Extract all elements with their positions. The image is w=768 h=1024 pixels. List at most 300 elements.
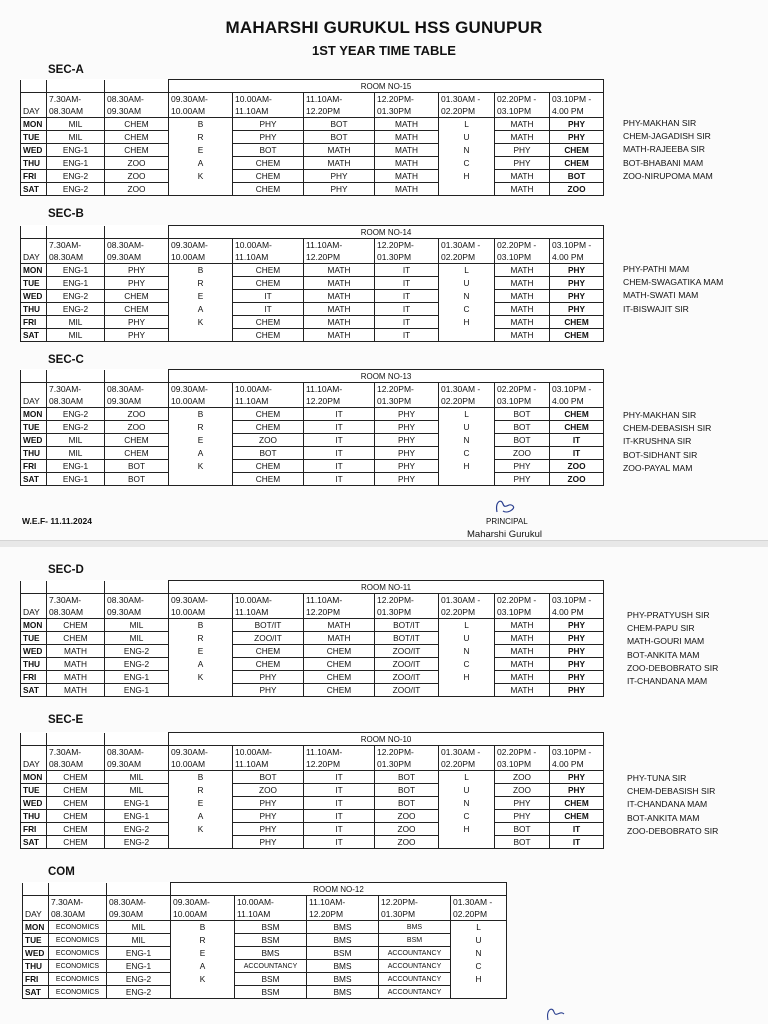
principal-signature [483, 496, 523, 518]
day-label: MON [21, 408, 47, 421]
time-slot-end: 11.10AM [235, 908, 307, 921]
subject-cell: MATH [495, 183, 550, 196]
timetable-com [22, 882, 507, 999]
subject-cell: ENG-2 [47, 421, 105, 434]
subject-cell: MATH [495, 303, 550, 316]
day-row [21, 460, 604, 473]
school-title: MAHARSHI GURUKUL HSS GUNUPUR [225, 18, 543, 37]
break-letter: B [169, 118, 233, 131]
subject-cell: IT [550, 447, 604, 460]
lunch-letter: H [439, 170, 495, 183]
lunch-letter: C [439, 810, 495, 823]
lunch-letter: L [451, 921, 507, 934]
subject-cell: PHY [550, 684, 604, 697]
page-signature [542, 1002, 572, 1022]
room-row [21, 80, 604, 93]
time-slot-start: 11.10AM- [304, 239, 375, 252]
subject-cell: PHY [105, 277, 169, 290]
section-label-sec-a: SEC-A [48, 64, 84, 76]
day-row [21, 421, 604, 434]
timetable-sec-c [20, 369, 604, 486]
subject-cell: CHEM [47, 797, 105, 810]
subject-cell: MATH [495, 264, 550, 277]
section-label-sec-e: SEC-E [48, 714, 84, 726]
subject-cell: IT [375, 329, 439, 342]
time-slot-end: 08.30AM [47, 606, 105, 619]
time-slot-start: 08.30AM- [105, 383, 169, 396]
day-header: DAY [21, 606, 47, 619]
subject-cell: IT [304, 460, 375, 473]
subject-cell: ENG-1 [47, 264, 105, 277]
time-header-row-2 [21, 105, 604, 118]
subject-cell: PHY [550, 264, 604, 277]
subject-cell: MATH [304, 303, 375, 316]
subject-cell: CHEM [105, 290, 169, 303]
room-row [23, 883, 507, 896]
subject-cell: PHY [233, 118, 304, 131]
timetable-subtitle: 1ST YEAR TIME TABLE [312, 43, 456, 58]
time-slot-end: 11.10AM [233, 251, 304, 264]
day-row [21, 170, 604, 183]
teacher-entry: PHY-PATHI MAM [623, 264, 690, 274]
lunch-letter: H [439, 671, 495, 684]
subject-cell: CHEM [47, 784, 105, 797]
day-row [21, 836, 604, 849]
time-slot-end: 12.20PM [304, 251, 375, 264]
subject-cell: CHEM [550, 408, 604, 421]
subject-cell: CHEM [105, 303, 169, 316]
subject-cell: MATH [495, 329, 550, 342]
day-label: WED [21, 797, 47, 810]
day-row [21, 797, 604, 810]
subject-cell: MATH [304, 632, 375, 645]
subject-cell: MATH [495, 619, 550, 632]
subject-cell: CHEM [105, 434, 169, 447]
section-label-sec-c: SEC-C [48, 354, 84, 366]
teacher-entry: CHEM-DEBASISH SIR [627, 786, 716, 797]
lunch-letter: N [439, 645, 495, 658]
subject-cell: BMS [307, 934, 379, 947]
time-slot-start: 10.00AM- [233, 594, 304, 607]
subject-cell: PHY [233, 684, 304, 697]
day-label: WED [21, 144, 47, 157]
subject-cell: PHY [495, 157, 550, 170]
day-row [21, 823, 604, 836]
day-label: MON [21, 118, 47, 131]
subject-cell: PHY [105, 316, 169, 329]
room-row [21, 370, 604, 383]
time-slot-start: 02.20PM - [495, 594, 550, 607]
time-slot-end: 09.30AM [105, 105, 169, 118]
teacher-entry: PHY-MAKHAN SIR [623, 410, 697, 420]
subject-cell: ZOO [550, 460, 604, 473]
subject-cell: IT [304, 771, 375, 784]
lunch-letter: H [439, 460, 495, 473]
subject-cell: IT [304, 823, 375, 836]
subject-cell: PHY [495, 144, 550, 157]
subject-cell: PHY [550, 277, 604, 290]
subject-cell: BSM [307, 947, 379, 960]
time-slot-start: 03.10PM - [550, 746, 604, 759]
subject-cell: ENG-1 [105, 671, 169, 684]
time-slot-end: 08.30AM [47, 395, 105, 408]
teacher-entry: CHEM-DEBASISH SIR [623, 423, 712, 434]
subject-cell: CHEM [304, 684, 375, 697]
break-letter: E [169, 645, 233, 658]
subject-cell: BMS [307, 960, 379, 973]
day-row [21, 329, 604, 342]
subject-cell: PHY [550, 619, 604, 632]
time-slot-start: 10.00AM- [233, 746, 304, 759]
time-header-row-2 [21, 395, 604, 408]
subject-cell: MATH [495, 645, 550, 658]
subject-cell: MATH [375, 157, 439, 170]
teacher-entry: MATH-GOURI MAM [627, 636, 705, 647]
break-letter [169, 183, 233, 196]
time-slot-end: 4.00 PM [550, 395, 604, 408]
teacher-entry: ZOO-PAYAL MAM [623, 462, 693, 473]
subject-cell: BOT [105, 460, 169, 473]
subject-cell: MIL [47, 329, 105, 342]
timetable-sec-a [20, 79, 604, 196]
subject-cell: ENG-1 [47, 277, 105, 290]
teacher-entry: ZOO-DEBOBRATO SIR [627, 662, 719, 673]
time-slot-end: 10.00AM [169, 105, 233, 118]
subject-cell: CHEM [233, 421, 304, 434]
subject-cell: ENG-1 [47, 144, 105, 157]
day-row [21, 671, 604, 684]
subject-cell: ACCOUNTANCY [235, 960, 307, 973]
subject-cell: PHY [550, 632, 604, 645]
subject-cell: ZOO [550, 183, 604, 196]
subject-cell: MIL [47, 316, 105, 329]
day-label: FRI [21, 316, 47, 329]
break-letter [169, 836, 233, 849]
time-slot-end: 4.00 PM [550, 758, 604, 771]
subject-cell: PHY [550, 784, 604, 797]
subject-cell: CHEM [304, 645, 375, 658]
break-letter: A [169, 810, 233, 823]
time-slot-end: 01.30PM [375, 606, 439, 619]
time-slot-start: 7.30AM- [47, 746, 105, 759]
subject-cell: MATH [47, 658, 105, 671]
room-row [21, 733, 604, 746]
day-row [21, 303, 604, 316]
subject-cell: CHEM [47, 836, 105, 849]
timetable-sec-e [20, 732, 604, 849]
time-slot-start: 01.30AM - [439, 93, 495, 106]
subject-cell: MATH [304, 329, 375, 342]
day-row [21, 645, 604, 658]
teacher-entry: IT-BISWAJIT SIR [623, 303, 689, 314]
lunch-letter: N [439, 797, 495, 810]
section-label-sec-b: SEC-B [48, 208, 84, 220]
room-number: ROOM NO-10 [169, 733, 604, 746]
time-slot-start: 11.10AM- [304, 594, 375, 607]
subject-cell: IT [375, 277, 439, 290]
subject-cell: ENG-1 [105, 810, 169, 823]
teacher-list-sec-e [627, 772, 718, 838]
day-row [21, 183, 604, 196]
time-slot-end: 03.10PM [495, 105, 550, 118]
day-row [21, 619, 604, 632]
time-header-row-2 [21, 758, 604, 771]
lunch-letter: H [439, 823, 495, 836]
day-row [23, 973, 507, 986]
time-slot-end: 09.30AM [107, 908, 171, 921]
subject-cell: PHY [495, 460, 550, 473]
subject-cell: BMS [235, 947, 307, 960]
lunch-letter: U [439, 784, 495, 797]
subject-cell: ENG-2 [107, 973, 171, 986]
subject-cell: MATH [495, 290, 550, 303]
subject-cell: ZOO [375, 823, 439, 836]
lunch-letter: L [439, 118, 495, 131]
time-slot-end: 08.30AM [47, 758, 105, 771]
room-row [21, 226, 604, 239]
subject-cell: PHY [550, 671, 604, 684]
subject-cell: CHEM [47, 632, 105, 645]
subject-cell: CHEM [550, 144, 604, 157]
lunch-letter: N [451, 947, 507, 960]
lunch-letter: U [439, 632, 495, 645]
subject-cell: ENG-1 [105, 684, 169, 697]
subject-cell: MATH [47, 645, 105, 658]
subject-cell: MATH [495, 277, 550, 290]
time-slot-end: 10.00AM [169, 606, 233, 619]
break-letter: A [169, 303, 233, 316]
subject-cell: IT [304, 810, 375, 823]
subject-cell: ZOO [233, 434, 304, 447]
subject-cell: PHY [550, 131, 604, 144]
teacher-entry: CHEM-PAPU SIR [627, 623, 695, 634]
time-slot-end: 02.20PM [451, 908, 507, 921]
subject-cell: IT [304, 836, 375, 849]
time-slot-end: 12.20PM [304, 758, 375, 771]
subject-cell: BOT [105, 473, 169, 486]
subject-cell: CHEM [550, 421, 604, 434]
lunch-letter: N [439, 434, 495, 447]
subject-cell: CHEM [233, 157, 304, 170]
day-row [21, 684, 604, 697]
time-slot-start: 12.20PM- [379, 896, 451, 909]
time-header-row [23, 896, 507, 909]
subject-cell: ACCOUNTANCY [379, 947, 451, 960]
time-slot-end: 09.30AM [105, 758, 169, 771]
subject-cell: IT [550, 434, 604, 447]
lunch-letter: C [439, 447, 495, 460]
subject-cell: BOT [375, 771, 439, 784]
teacher-list-sec-a [623, 117, 713, 183]
subject-cell: ENG-1 [107, 947, 171, 960]
time-slot-start: 03.10PM - [550, 594, 604, 607]
room-number: ROOM NO-11 [169, 581, 604, 594]
time-slot-start: 09.30AM- [169, 239, 233, 252]
subject-cell: CHEM [304, 671, 375, 684]
time-slot-start: 10.00AM- [233, 93, 304, 106]
room-number: ROOM NO-14 [169, 226, 604, 239]
time-slot-start: 03.10PM - [550, 239, 604, 252]
lunch-letter: H [451, 973, 507, 986]
lunch-letter: U [451, 934, 507, 947]
subject-cell: ENG-2 [47, 183, 105, 196]
subject-cell: BOT [495, 408, 550, 421]
subject-cell: MATH [304, 157, 375, 170]
break-letter [171, 986, 235, 999]
day-header: DAY [21, 758, 47, 771]
time-slot-start: 09.30AM- [169, 383, 233, 396]
lunch-letter: L [439, 771, 495, 784]
subject-cell: PHY [375, 473, 439, 486]
subject-cell: CHEM [105, 447, 169, 460]
time-slot-end: 09.30AM [105, 251, 169, 264]
break-letter: B [169, 619, 233, 632]
time-slot-start: 08.30AM- [105, 594, 169, 607]
time-slot-start: 03.10PM - [550, 383, 604, 396]
effective-date: W.E.F- 11.11.2024 [22, 516, 92, 526]
subject-cell: PHY [233, 810, 304, 823]
break-letter: K [169, 671, 233, 684]
subject-cell: MIL [105, 771, 169, 784]
teacher-list-sec-c [623, 409, 711, 475]
subject-cell: IT [304, 473, 375, 486]
subject-cell: BOT [233, 771, 304, 784]
subject-cell: ZOO/IT [375, 645, 439, 658]
subject-cell: BSM [379, 934, 451, 947]
subject-cell: MATH [304, 290, 375, 303]
subject-cell: PHY [375, 421, 439, 434]
subject-cell: PHY [105, 329, 169, 342]
subject-cell: BOT/IT [375, 632, 439, 645]
day-header: DAY [21, 395, 47, 408]
subject-cell: IT [304, 421, 375, 434]
time-slot-end: 03.10PM [495, 395, 550, 408]
subject-cell: MIL [107, 934, 171, 947]
break-letter: R [169, 277, 233, 290]
subject-cell: MATH [495, 671, 550, 684]
subject-cell: BOT [495, 434, 550, 447]
room-number: ROOM NO-15 [169, 80, 604, 93]
subject-cell: IT [304, 434, 375, 447]
subject-cell: BOT/IT [233, 619, 304, 632]
time-slot-start: 12.20PM- [375, 239, 439, 252]
subject-cell: CHEM [47, 823, 105, 836]
day-label: WED [21, 290, 47, 303]
subject-cell: CHEM [233, 658, 304, 671]
day-label: SAT [21, 836, 47, 849]
subject-cell: ZOO [233, 784, 304, 797]
time-slot-end: 4.00 PM [550, 105, 604, 118]
subject-cell: ZOO [495, 447, 550, 460]
day-header: DAY [21, 251, 47, 264]
time-slot-start: 02.20PM - [495, 383, 550, 396]
teacher-entry: CHEM-SWAGATIKA MAM [623, 277, 724, 288]
timetable-table [20, 732, 604, 849]
subject-cell: BOT [233, 447, 304, 460]
subject-cell: MATH [495, 684, 550, 697]
subject-cell: ENG-2 [105, 658, 169, 671]
subject-cell: MIL [47, 131, 105, 144]
subject-cell: PHY [550, 118, 604, 131]
time-slot-start: 08.30AM- [105, 93, 169, 106]
day-label: SAT [21, 473, 47, 486]
subject-cell: PHY [304, 170, 375, 183]
time-slot-start: 12.20PM- [375, 383, 439, 396]
time-slot-end: 01.30PM [375, 105, 439, 118]
subject-cell: ECONOMICS [49, 986, 107, 999]
time-slot-start: 08.30AM- [105, 239, 169, 252]
subject-cell: ENG-1 [107, 960, 171, 973]
break-letter: A [171, 960, 235, 973]
timetable-sec-d [20, 580, 604, 697]
lunch-letter [439, 836, 495, 849]
break-letter: A [169, 658, 233, 671]
day-label: MON [21, 619, 47, 632]
subject-cell: CHEM [233, 170, 304, 183]
subject-cell: MATH [304, 277, 375, 290]
subject-cell: ZOO [105, 183, 169, 196]
break-letter: A [169, 157, 233, 170]
time-slot-end: 02.20PM [439, 105, 495, 118]
subject-cell: MATH [375, 144, 439, 157]
break-letter: K [171, 973, 235, 986]
page-divider [0, 540, 768, 547]
subject-cell: ZOO [375, 836, 439, 849]
subject-cell: CHEM [233, 460, 304, 473]
subject-cell: MATH [304, 264, 375, 277]
subject-cell: BOT [495, 421, 550, 434]
time-slot-end: 12.20PM [304, 606, 375, 619]
time-header-row [21, 594, 604, 607]
timetable-table [20, 79, 604, 196]
subject-cell: BOT [550, 170, 604, 183]
time-slot-start: 09.30AM- [171, 896, 235, 909]
lunch-letter: U [439, 277, 495, 290]
break-letter: B [169, 771, 233, 784]
subject-cell: ACCOUNTANCY [379, 973, 451, 986]
subject-cell: ECONOMICS [49, 973, 107, 986]
subject-cell: CHEM [47, 771, 105, 784]
time-slot-end: 02.20PM [439, 251, 495, 264]
break-letter: K [169, 316, 233, 329]
subject-cell: CHEM [233, 645, 304, 658]
subject-cell: ACCOUNTANCY [379, 986, 451, 999]
time-slot-end: 11.10AM [233, 758, 304, 771]
day-label: FRI [23, 973, 49, 986]
subject-cell: ECONOMICS [49, 934, 107, 947]
subject-cell: CHEM [550, 316, 604, 329]
subject-cell: ZOO [105, 170, 169, 183]
day-label: FRI [21, 170, 47, 183]
day-row [21, 408, 604, 421]
subject-cell: ZOO [550, 473, 604, 486]
day-row [21, 264, 604, 277]
time-slot-start: 11.10AM- [304, 93, 375, 106]
subject-cell: BOT [495, 823, 550, 836]
day-header: DAY [21, 105, 47, 118]
subject-cell: MIL [105, 632, 169, 645]
subject-cell: MIL [47, 434, 105, 447]
subject-cell: BSM [235, 921, 307, 934]
day-row [23, 947, 507, 960]
subject-cell: ENG-2 [107, 986, 171, 999]
subject-cell: MATH [375, 118, 439, 131]
section-label-com: COM [48, 866, 75, 878]
teacher-entry: MATH-SWATI MAM [623, 290, 699, 301]
teacher-entry: PHY-PRATYUSH SIR [627, 610, 710, 620]
lunch-letter [439, 329, 495, 342]
lunch-letter: C [439, 658, 495, 671]
